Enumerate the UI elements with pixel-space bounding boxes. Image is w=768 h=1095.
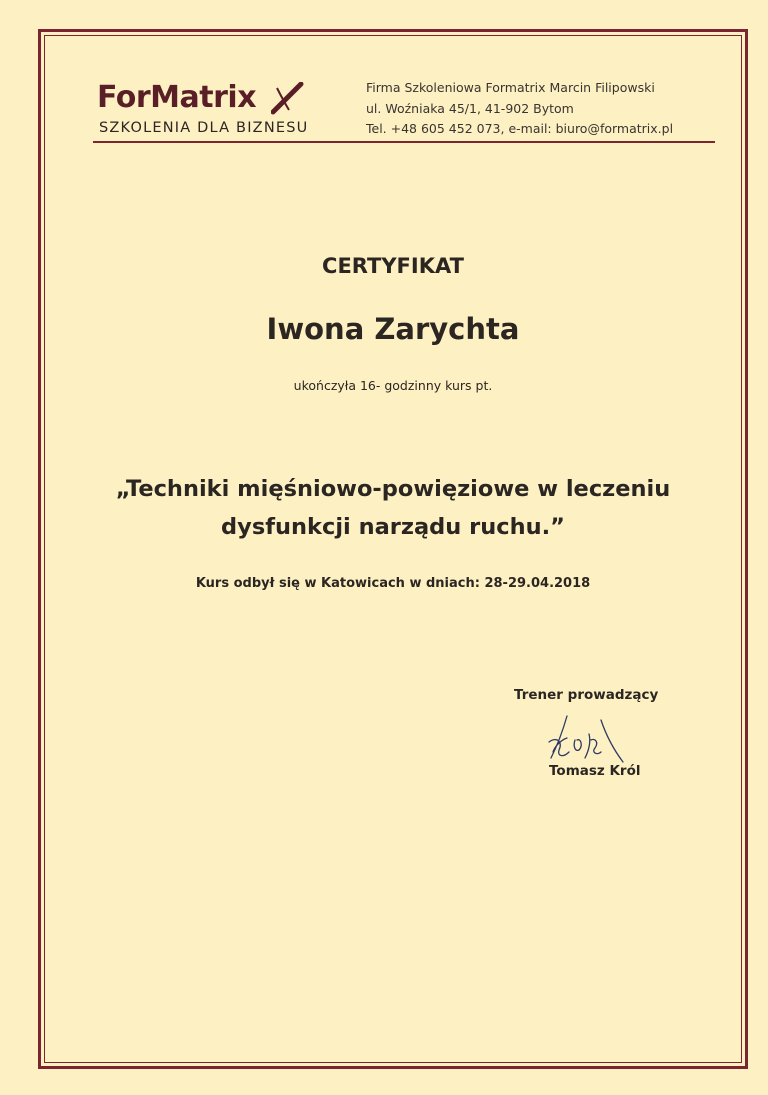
company-contact: Tel. +48 605 452 073, e-mail: biuro@formatrix.pl bbox=[366, 121, 674, 136]
logo-wordmark: ForMatrix bbox=[97, 80, 257, 115]
certificate-border-inner bbox=[44, 35, 742, 1063]
company-name: Firma Szkoleniowa Formatrix Marcin Filipowski bbox=[366, 80, 655, 95]
company-address: ul. Woźniaka 45/1, 41-902 Bytom bbox=[366, 100, 574, 116]
completion-statement: ukończyła 16- godzinny kurs pt. bbox=[293, 378, 493, 393]
recipient-name: Iwona Zarychta bbox=[266, 312, 520, 346]
trainer-label: Trener prowadzący bbox=[514, 687, 659, 703]
course-dates: Kurs odbył się w Katowicach w dniach: 28-29.04.2018 bbox=[195, 576, 591, 591]
logo-tagline: SZKOLENIA DLA BIZNESU bbox=[99, 120, 309, 136]
logo-swoosh-icon bbox=[271, 82, 305, 116]
trainer-name: Tomasz Król bbox=[549, 763, 641, 779]
company-info bbox=[366, 78, 673, 140]
course-title bbox=[44, 470, 742, 546]
header-divider bbox=[93, 141, 715, 143]
course-title-line-1: „Techniki mięśniowo-powięziowe w leczeniu bbox=[115, 476, 671, 502]
course-title-line-2: dysfunkcji narządu ruchu.” bbox=[221, 514, 565, 540]
certificate-title: CERTYFIKAT bbox=[322, 254, 464, 278]
formatrix-logo bbox=[93, 80, 308, 140]
trainer-signature bbox=[545, 712, 630, 764]
